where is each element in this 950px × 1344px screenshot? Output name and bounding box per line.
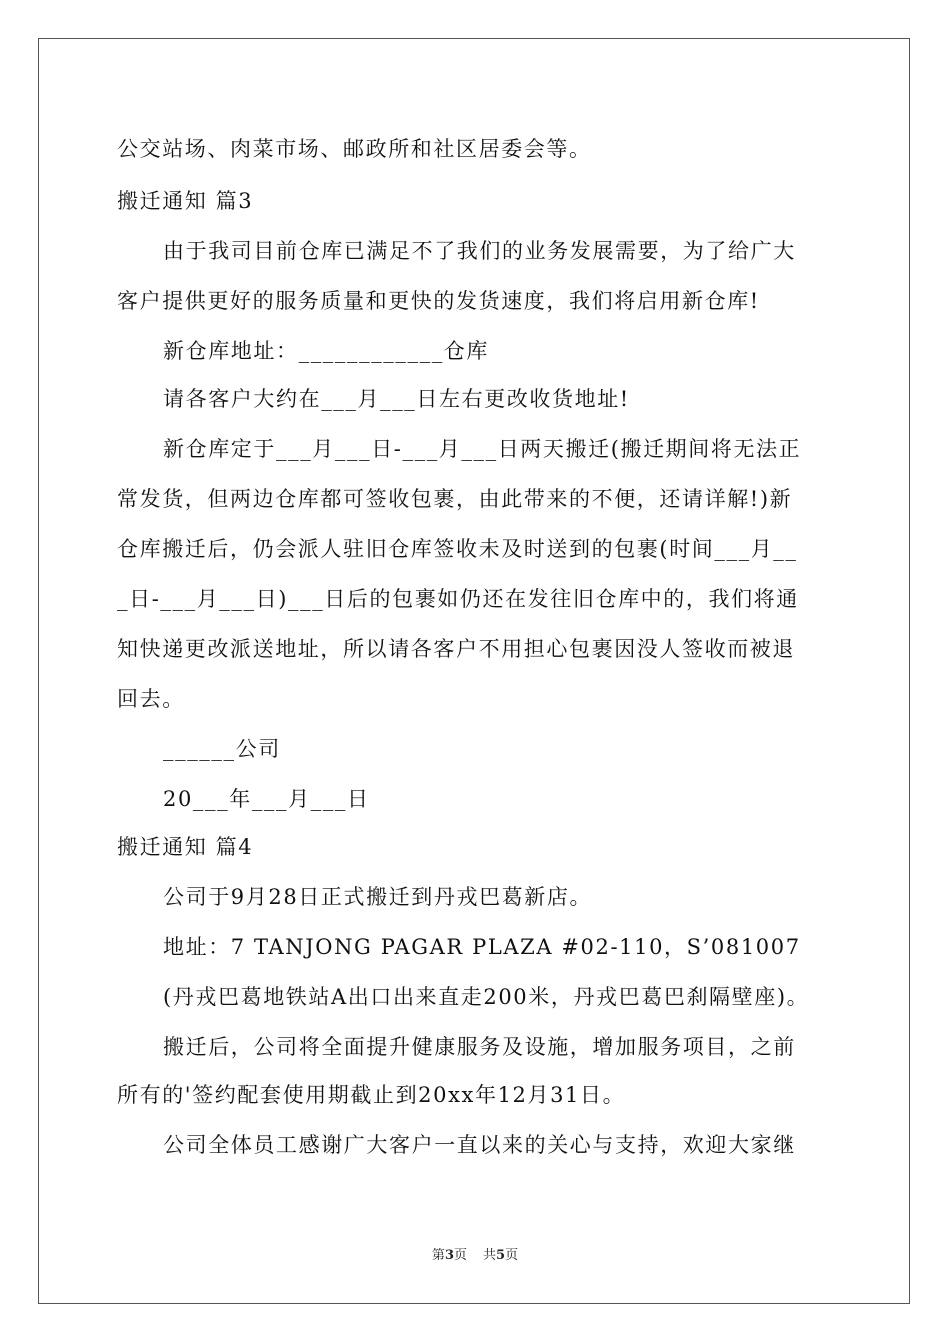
paragraph-line: 搬迁后，公司将全面提升健康服务及设施，增加服务项目，之前 — [163, 1035, 796, 1059]
paragraph-line: 客户提供更好的服务质量和更快的发货速度，我们将启用新仓库! — [117, 289, 760, 313]
page-border — [38, 38, 910, 1304]
paragraph-line: (丹戎巴葛地铁站A出口出来直走200米，丹戎巴葛巴刹隔壁座)。 — [163, 985, 810, 1009]
paragraph-line: 公司于9月28日正式搬迁到丹戎巴葛新店。 — [163, 885, 593, 909]
new-warehouse-address: 新仓库地址：____________仓库 — [163, 339, 489, 363]
paragraph-line: 仓库搬迁后，仍会派人驻旧仓库签收未及时送到的包裹(时间___月__ — [117, 537, 798, 561]
paragraph-line: 回去。 — [117, 687, 185, 711]
paragraph-line: 知快递更改派送地址，所以请各客户不用担心包裹因没人签收而被退 — [117, 637, 795, 661]
signature-date: 20___年___月___日 — [163, 787, 370, 811]
section-heading: 搬迁通知 篇3 — [117, 189, 254, 213]
paragraph-line: 公司全体员工感谢广大客户一直以来的关心与支持，欢迎大家继 — [163, 1133, 796, 1157]
paragraph-line: 新仓库定于___月___日-___月___日两天搬迁(搬迁期间将无法正 — [163, 437, 802, 461]
page-total: 共5页 — [483, 1248, 519, 1263]
paragraph-line: 由于我司目前仓库已满足不了我们的业务发展需要，为了给广大 — [163, 239, 796, 263]
signature-company: ______公司 — [163, 737, 281, 761]
paragraph-line: 公交站场、肉菜市场、邮政所和社区居委会等。 — [117, 137, 592, 161]
paragraph-line: 请各客户大约在___月___日左右更改收货地址! — [163, 387, 630, 411]
paragraph-line: 常发货，但两边仓库都可签收包裹，由此带来的不便，还请详解!)新 — [117, 487, 793, 511]
section-heading: 搬迁通知 篇4 — [117, 835, 254, 859]
address-line: 地址：7 TANJONG PAGAR PLAZA #02-110，S’081007 — [163, 935, 801, 959]
paragraph-line: _日-___月___日)___日后的包裹如仍还在发往旧仓库中的，我们将通 — [117, 587, 799, 611]
page-number: 第3页 — [431, 1248, 467, 1263]
paragraph-line: 所有的'签约配套使用期截止到20xx年12月31日。 — [117, 1083, 626, 1107]
page-footer — [0, 1247, 950, 1265]
